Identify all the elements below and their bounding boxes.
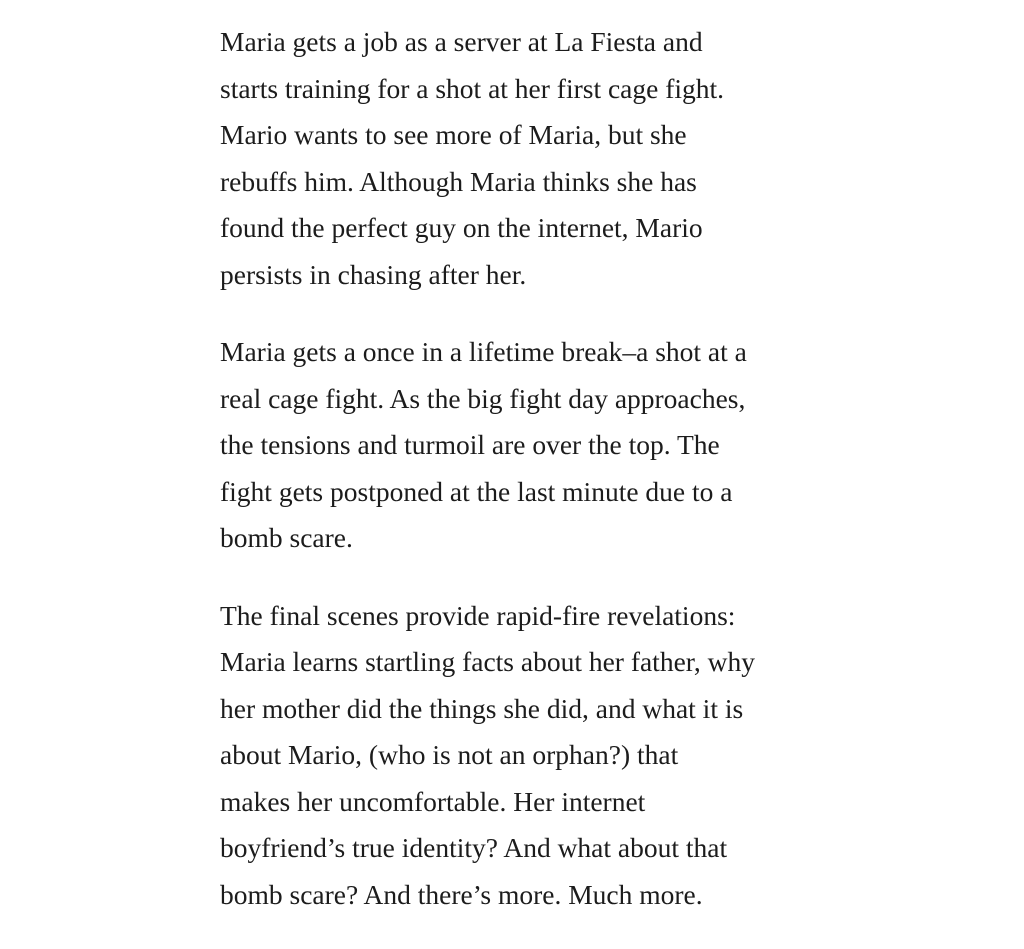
paragraph-line: Maria gets a once in a lifetime break–a shot at a (220, 336, 747, 367)
paragraph-line: Maria learns startling facts about her father, why (220, 646, 755, 677)
paragraph-line: about Mario, (who is not an orphan?) that (220, 739, 679, 770)
paragraph-line: starts training for a shot at her first cage fight. (220, 72, 725, 104)
paragraph-2 (220, 329, 820, 562)
paragraph-line: makes her uncomfortable. Her internet (220, 785, 646, 817)
paragraph-line: found the perfect guy on the internet, Mario (220, 212, 703, 243)
paragraph-line: The final scenes provide rapid-fire revelations: (220, 599, 736, 631)
paragraph-line: rebuffs him. Although Maria thinks she has (220, 165, 697, 197)
paragraph-3 (220, 593, 820, 919)
paragraph-line: persists in chasing after her. (220, 258, 527, 290)
paragraph-line: real cage fight. As the big fight day approaches, (220, 382, 746, 414)
paragraph-line: Maria gets a job as a server at La Fiesta and (220, 26, 703, 57)
paragraph-line: bomb scare. (220, 522, 353, 553)
paragraph-line: fight gets postponed at the last minute due to a (220, 475, 733, 507)
article-body (220, 19, 820, 949)
paragraph-line: Mario wants to see more of Maria, but she (220, 119, 687, 150)
paragraph-line: bomb scare? And there’s more. Much more. (220, 878, 703, 910)
paragraph-line: her mother did the things she did, and what it is (220, 692, 744, 724)
paragraph-1 (220, 19, 820, 298)
paragraph-line: boyfriend’s true identity? And what about that (220, 832, 728, 863)
paragraph-line: the tensions and turmoil are over the top. The (220, 429, 720, 460)
